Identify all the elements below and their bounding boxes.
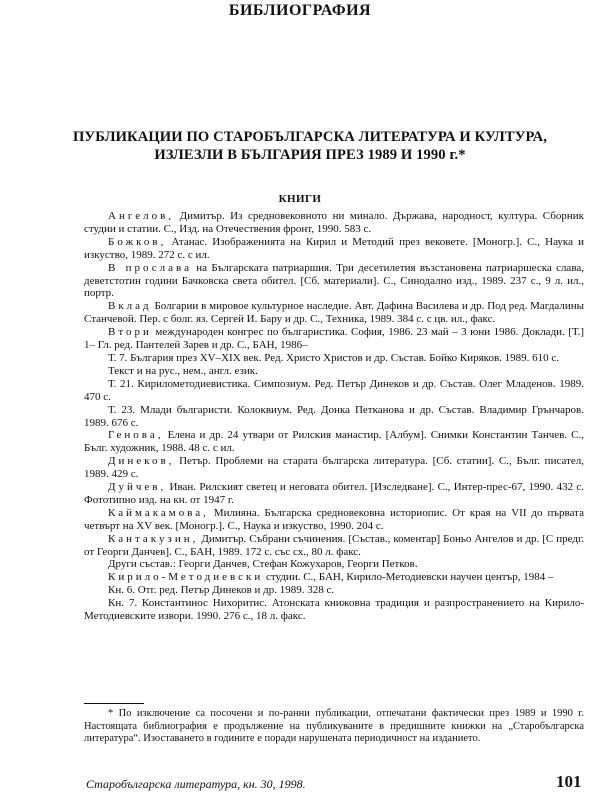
bibliography-entry bbox=[84, 365, 584, 378]
title-line-1: ПУБЛИКАЦИИ ПО СТАРОБЪЛГАРСКА ЛИТЕРАТУРА И КУЛТУРА, bbox=[72, 129, 548, 145]
bibliography-entry bbox=[84, 404, 584, 430]
entry-lead: Кантакузин, bbox=[108, 532, 199, 545]
title-line-2: ИЗЛЕЗЛИ В БЪЛГАРИЯ ПРЕЗ 1989 И 1990 г.* bbox=[154, 147, 466, 163]
entry-lead: Ангелов, bbox=[108, 210, 175, 222]
entry-lead: Динеков, bbox=[108, 455, 175, 468]
entry-text: Болгарии в мировое культурное наследие. Авт. Дафина Василева и др. Под ред. Магдалины Станчевой. Пер. с болг. яз. Сергей И. Бару и др. С., Техника, 1989. 384 с. с цв. ил., факс. bbox=[84, 300, 584, 326]
bibliography-entry bbox=[84, 533, 584, 559]
entry-lead: Генова, bbox=[108, 429, 164, 442]
bibliography-entry bbox=[84, 236, 584, 262]
entry-text: Други състав.: Георги Данчев, Стефан Кожухаров, Георги Петков. bbox=[108, 558, 418, 571]
bibliography-entry bbox=[84, 300, 584, 326]
entry-lead: Каймакамова, bbox=[108, 506, 209, 519]
entry-text: Димитър. Из средновековното ни минало. Държава, народност, култура. Сборник студии и статии. С., Изд. на Отечествения фронт, 1990. 583 с. bbox=[84, 210, 584, 235]
entry-lead: В прослава bbox=[108, 261, 192, 274]
entry-text: Димитър. Събрани съчинения. [Състав., коментар] Боньо Ангелов и др. [С предг. от Георги Данчев]. С., БАН, 1989. 172 с. със сх., 80 л. факс. bbox=[84, 532, 584, 558]
page-number: 101 bbox=[556, 772, 582, 791]
entry-text: студии. С., БАН, Кирило-Методиевски научен център, 1984 – bbox=[263, 571, 554, 584]
bibliography-entry bbox=[84, 455, 584, 481]
entry-text: Т. 23. Млади българисти. Колоквиум. Ред. Донка Петканова и др. Състав. Владимир Грънчаров. 1989. 676 с. bbox=[84, 403, 584, 429]
bibliography-entry bbox=[84, 507, 584, 533]
entry-text: Т. 7. България през XV–XIX век. Ред. Христо Христов и др. Състав. Бойко Киряков. 1989. 610 с. bbox=[108, 351, 560, 364]
entry-text: Елена и др. 24 утвари от Рилския манастир. [Албум]. Снимки Константин Танчев. С., Бълг. художник, 1988. 48 с. с ил. bbox=[84, 429, 584, 455]
entry-text: Т. 21. Кирилометодиевистика. Симпозиум. Ред. Петър Динеков и др. Състав. Олег Младенов. 1989. 470 с. bbox=[84, 377, 584, 403]
bibliography-entry bbox=[84, 326, 584, 352]
bibliography-entry bbox=[84, 352, 584, 365]
section-heading: КНИГИ bbox=[278, 193, 322, 205]
entry-lead: Божков, bbox=[108, 235, 167, 248]
entry-text: Милияна. Българска средновековна историопис. От края на VII до първата четвърт на XV век. [Моногр.]. С., Наука и изкуство, 1990. 204 с. bbox=[84, 506, 584, 532]
bibliography-entry bbox=[84, 597, 584, 623]
bibliography-entry bbox=[84, 481, 584, 507]
running-header: БИБЛИОГРАФИЯ bbox=[228, 2, 372, 19]
bibliography-entry bbox=[84, 429, 584, 455]
entry-text: Текст и на рус., нем., англ. език. bbox=[108, 364, 258, 377]
entry-text: Кн. 6. Отг. ред. Петър Динеков и др. 1989. 328 с. bbox=[108, 584, 335, 597]
bibliography-entry bbox=[84, 210, 584, 236]
entry-text: Кн. 7. Константинос Нихоритис. Атонската книжовна традиция и разпространението на Кирило-Методиевските извори. 1990. 276 с., 18 л. факс. bbox=[84, 597, 584, 623]
entry-lead: Вклад bbox=[108, 300, 152, 313]
entry-text: Иван. Рилският светец и неговата обител. [Изследване]. С., Интер-прес-67, 1990. 432 с. Фототипно изд. на кн. от 1947 г. bbox=[84, 481, 584, 506]
entry-text: Атанас. Изображенията на Кирил и Методий през вековете. [Моногр.]. С., Наука и изкуство, 1989. 272 с. с ил. bbox=[84, 235, 584, 261]
entry-lead: Втори bbox=[108, 326, 152, 339]
entry-lead: Дуйчев, bbox=[108, 481, 167, 494]
bibliography-entry bbox=[84, 571, 584, 584]
footnote-divider bbox=[84, 703, 144, 704]
entry-text: на Българската патриаршия. Три десетилетия възстановена патриаршеска слава, деветстотин години Бачковска света обител. [Сб. материали]. С., Синодално изд., 1989. 237 с., 9 л. ил., портр. bbox=[84, 261, 585, 300]
article-title bbox=[40, 128, 580, 164]
bibliography-entry bbox=[84, 558, 584, 571]
entry-text: Петър. Проблеми на старата българска литература. [Сб. статии]. С., Бълг. писател, 1989. 429 с. bbox=[84, 455, 584, 481]
bibliography-list bbox=[84, 210, 584, 623]
entry-lead: Кирило-Методиевски bbox=[108, 571, 264, 584]
bibliography-entry bbox=[84, 262, 584, 301]
bibliography-entry bbox=[84, 584, 584, 597]
entry-text: международен конгрес по българистика. София, 1986. 23 май – 3 юни 1986. Доклади. [Т.] 1– Гл. ред. Пантелей Зарев и др. С., БАН, 1986– bbox=[84, 326, 584, 352]
bibliography-entry bbox=[84, 378, 584, 404]
footnote: * По изключение са посочени и по-ранни публикации, отпечатани фактически през 1989 и 1990 г. Настоящата библиография е продължение на публикуваните в предишните книжки на „Старобългарска литература“. Изоставането в годините е поради нарушената периодичност на изданието. bbox=[84, 708, 584, 744]
journal-footer: Старобългарска литература, кн. 30, 1998. bbox=[86, 777, 306, 791]
